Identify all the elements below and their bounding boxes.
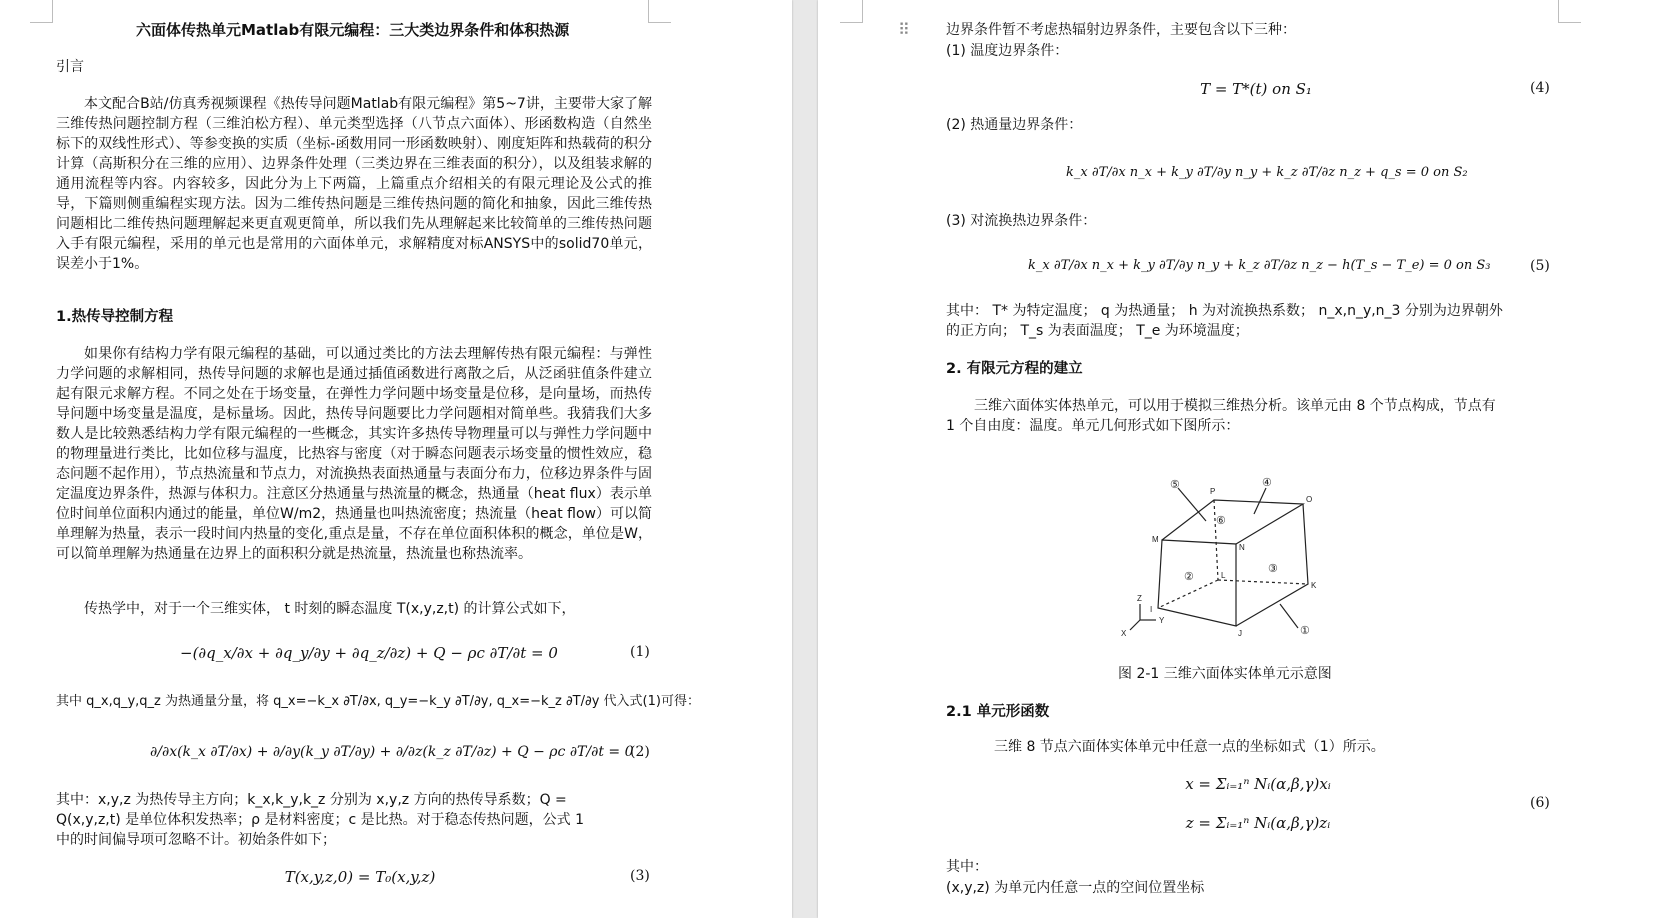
leader-line (1280, 604, 1298, 628)
node-label-o: O (1306, 495, 1313, 504)
node-label-k: K (1311, 581, 1317, 590)
equation-4-number: (4) (1530, 80, 1550, 96)
axis-x (1130, 620, 1140, 630)
face-label-1: ① (1300, 625, 1310, 637)
intro-heading: 引言 (56, 59, 84, 75)
heat-flux-substitution-line: 其中 q_x,q_y,q_z 为热通量分量，将 q_x=−k_x ∂T/∂x, q_y=−k_y ∂T/∂y, q_x=−k_z ∂T/∂y 代入式(1)可得： (56, 694, 700, 709)
top-face (1162, 500, 1303, 544)
front-face (1158, 540, 1236, 626)
node-label-l: L (1221, 571, 1226, 580)
axis-label-z: Z (1137, 594, 1142, 603)
face-label-5: ⑤ (1170, 479, 1180, 491)
section-1-paragraph: 如果你有结构力学有限元编程的基础，可以通过类比的方法去理解传热有限元编程：与弹性力学问题的求解相同，热传导问题的求解也是通过插值函数进行离散之后，从泛函驻值条件建立起有限元求解方程。不同之处在于场变量，在弹性力学问题中场变量是位移，是向量场，而热传导问题中场变量是温度，是标量场。因此，热传导问题要比力学问题相对简单些。我猜我们大多数人是比较熟悉结构力学有限元编程的一些概念，其实许多热传导物理量可以与弹性力学问题中的物理量进行类比，比如位移与温度，比热容与密度（对于瞬态问题表示场变量的惯性效应，稳态问题不起作用），节点热流量和节点力，对流换热表面热通量与表面分布力，位移边界条件与固定温度边界条件，热源与体积力。注意区分热通量与热流量的概念，热通量（heat flux）表示单位时间单位面积内通过的能量，单位W/m2，热通量也叫热流密度；热流量（heat flow）可以简单理解为热量，表示一段时间内热量的变化,重点是量，不存在单位面积体积的概念，单位是W，可以简单理解为热通量在边界上的面积积分就是热流量，热流量也称热流率。 (56, 346, 652, 562)
equation-6-z: z = Σᵢ₌₁ⁿ Nᵢ(α,β,γ)zᵢ (1185, 814, 1331, 832)
equation-1: −(∂q_x/∂x + ∂q_y/∂y + ∂q_z/∂z) + Q − ρc ∂T/∂t = 0 (180, 644, 558, 662)
section-2-1-paragraph: 三维 8 节点六面体实体单元中任意一点的坐标如式（1）所示。 (994, 739, 1385, 755)
leader-line (1254, 488, 1266, 514)
section-2-paragraph: 三维六面体实体热单元，可以用于模拟三维热分析。该单元由 8 个节点构成，节点有 (974, 398, 1496, 414)
section-1-heading: 1.热传导控制方程 (56, 309, 174, 325)
equation-1-number: (1) (630, 644, 650, 660)
document-page-right (818, 0, 1661, 918)
node-label-p: P (1210, 487, 1216, 496)
transient-temperature-line: 传热学中，对于一个三维实体， t 时刻的瞬态温度 T(x,y,z,t) 的计算公式如下， (84, 601, 576, 617)
node-label-m: M (1152, 535, 1159, 544)
equation-2-definitions: 中的时间偏导项可忽略不计。初始条件如下； (56, 832, 336, 848)
equation-5: k_x ∂T/∂x n_x + k_y ∂T/∂y n_y + k_z ∂T/∂z n_z − h(T_s − T_e) = 0 on S₃ (1028, 258, 1491, 273)
leader-line (1178, 488, 1206, 521)
equation-heat-flux-bc: k_x ∂T/∂x n_x + k_y ∂T/∂y n_y + k_z ∂T/∂z n_z + q_s = 0 on S₂ (1066, 165, 1468, 180)
face-label-4: ④ (1262, 477, 1272, 489)
axis-label-y: Y (1159, 616, 1165, 625)
axis-label-x: X (1121, 629, 1127, 638)
face-label-2: ② (1184, 571, 1194, 583)
face-label-6: ⑥ (1216, 515, 1226, 527)
boundary-conditions-intro: 边界条件暂不考虑热辐射边界条件，主要包含以下三种： (946, 22, 1296, 38)
drag-handle-icon[interactable]: ⠿ (898, 20, 909, 39)
intro-paragraph: 本文配合B站/仿真秀视频课程《热传导问题Matlab有限元编程》第5~7讲，主要带大家了解三维传热问题控制方程（三维泊松方程）、单元类型选择（八节点六面体）、形函数构造（自然坐标下的双线性形式）、等参变换的实质（坐标-函数用同一形函数映射）、刚度矩阵和热载荷的积分计算（高斯积分在三维的应用）、边界条件处理（三类边界在三维表面的积分），以及组装求解的通用流程等内容。内容较多，因此分为上下两篇，上篇重点介绍相关的有限元理论及公式的推导，下篇则侧重编程实现方法。因为二维传热问题是三维传热问题的简化和抽象，因此三维传热问题相比二维传热问题理解起来更直观更简单，所以我们先从理解起来比较简单的三维传热问题入手有限元编程，采用的单元也是常用的六面体单元，求解精度对标ANSYS中的solid70单元，误差小于1%。 (56, 96, 652, 272)
hexahedron-element-figure (1108, 458, 1378, 638)
equation-6-where-label: 其中： (946, 859, 988, 875)
crop-mark (648, 0, 671, 23)
equation-4: T = T*(t) on S₁ (1200, 80, 1312, 98)
equation-3-number: (3) (630, 868, 650, 884)
hidden-edge (1214, 500, 1218, 580)
document-title: 六面体传热单元Matlab有限元编程：三大类边界条件和体积热源 (136, 21, 570, 39)
crop-mark (30, 0, 53, 23)
node-label-i: I (1150, 605, 1153, 614)
hidden-edge (1158, 580, 1218, 608)
node-label-j: J (1238, 629, 1242, 638)
node-label-n: N (1239, 543, 1245, 552)
equation-6-definition: (x,y,z) 为单元内任意一点的空间位置坐标 (946, 880, 1205, 896)
equation-6-number: (6) (1530, 795, 1550, 811)
temperature-bc-label: (1) 温度边界条件： (946, 43, 1069, 59)
figure-caption: 图 2-1 三维六面体实体单元示意图 (1118, 666, 1332, 682)
equation-2-definitions: 其中：x,y,z 为热传导主方向；k_x,k_y,k_z 分别为 x,y,z 方向的热传导系数；Q = (56, 792, 567, 808)
heat-flux-bc-label: (2) 热通量边界条件： (946, 117, 1083, 133)
document-page-left (0, 0, 792, 918)
crop-mark (1558, 0, 1581, 23)
section-2-1-heading: 2.1 单元形函数 (946, 704, 1050, 720)
section-2-heading: 2. 有限元方程的建立 (946, 361, 1083, 377)
equation-2: ∂/∂x(k_x ∂T/∂x) + ∂/∂y(k_y ∂T/∂y) + ∂/∂z(k_z ∂T/∂z) + Q − ρc ∂T/∂t = 0 (150, 744, 634, 760)
equation-5-number: (5) (1530, 258, 1550, 274)
crop-mark (840, 0, 863, 23)
face-label-3: ③ (1268, 563, 1278, 575)
equation-2-number: (2) (630, 744, 650, 760)
section-2-paragraph: 1 个自由度：温度。单元几何形式如下图所示： (946, 418, 1240, 434)
equation-5-definitions: 的正方向； T_s 为表面温度； T_e 为环境温度； (946, 323, 1249, 339)
equation-5-definitions: 其中： T* 为特定温度； q 为热通量； h 为对流换热系数； n_x,n_y,n_3 分别为边界朝外 (946, 303, 1503, 319)
equation-3: T(x,y,z,0) = T₀(x,y,z) (284, 868, 436, 886)
equation-2-definitions: Q(x,y,z,t) 是单位体积发热率；ρ 是材料密度；c 是比热。对于稳态传热问题，公式 1 (56, 812, 584, 828)
hidden-edge (1218, 580, 1308, 584)
equation-6-x: x = Σᵢ₌₁ⁿ Nᵢ(α,β,γ)xᵢ (1185, 775, 1331, 793)
convection-bc-label: (3) 对流换热边界条件： (946, 213, 1097, 229)
